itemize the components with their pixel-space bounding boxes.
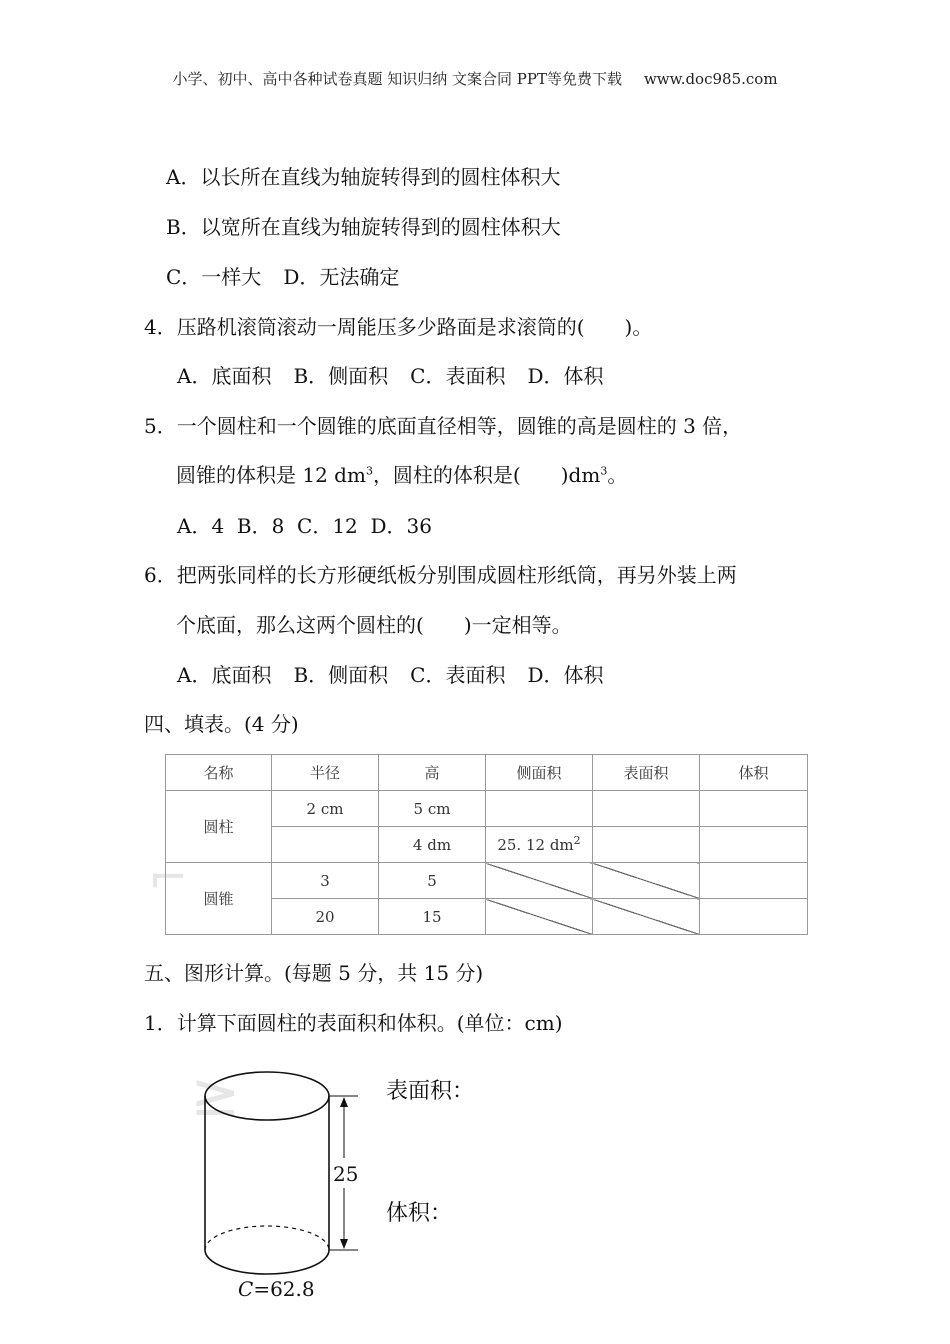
cell-surface-na	[593, 863, 700, 899]
watermark-glyph: ⌐	[148, 850, 189, 906]
q6-option-a: A．底面积	[177, 663, 272, 687]
cell-lateral-na	[486, 863, 593, 899]
q4-stem	[144, 314, 652, 340]
q4-option-b: B．侧面积	[293, 364, 389, 388]
cell-volume-blank	[700, 899, 808, 935]
q5-sup1: 3	[365, 464, 373, 478]
q6-stem-line2	[176, 612, 572, 638]
cell-volume-blank	[700, 863, 808, 899]
cell-surface-blank	[593, 827, 700, 863]
height-label: 25	[333, 1162, 359, 1186]
cell-height: 5 cm	[379, 791, 486, 827]
q5-text-c: )dm	[560, 463, 601, 487]
q5-sup2: 3	[600, 464, 608, 478]
header-volume: 体积	[700, 755, 808, 791]
cell-height: 4 dm	[379, 827, 486, 863]
lateral-value: 25. 12 dm	[497, 835, 574, 854]
q4-stem-end: )。	[624, 315, 653, 339]
q5-stem-line1: 5．一个圆柱和一个圆锥的底面直径相等，圆锥的高是圆柱的 3 倍，	[144, 414, 743, 438]
circ-value: =62.8	[253, 1277, 315, 1301]
header-site: www.doc985.com	[643, 70, 778, 88]
cylinder-top-ellipse	[205, 1072, 329, 1120]
section5-q1-stem: 1．计算下面圆柱的表面积和体积。(单位：cm)	[144, 1011, 563, 1035]
cell-radius-blank	[272, 827, 379, 863]
cell-radius: 2 cm	[272, 791, 379, 827]
q5-stem-line2	[176, 462, 627, 488]
cell-radius: 20	[272, 899, 379, 935]
q3-option-a: A．以长所在直线为轴旋转得到的圆柱体积大	[166, 165, 561, 189]
table-header-row	[166, 755, 808, 791]
header-surface-area: 表面积	[593, 755, 700, 791]
q3-option-c: C．一样大	[166, 265, 262, 289]
q3-option-d: D．无法确定	[283, 265, 400, 289]
q5-text-b: ，圆柱的体积是(	[372, 463, 521, 487]
q6-option-b: B．侧面积	[293, 663, 389, 687]
section4-title: 四、填表。(4 分)	[144, 712, 299, 736]
q3-options-cd	[166, 264, 399, 290]
q6-option-d: D．体积	[527, 663, 604, 687]
page-header	[0, 68, 950, 89]
q4-stem-text: 4．压路机滚筒滚动一周能压多少路面是求滚筒的(	[144, 315, 585, 339]
q4-option-d: D．体积	[527, 364, 604, 388]
table-row	[166, 863, 808, 899]
header-lateral-area: 侧面积	[486, 755, 593, 791]
cell-volume-blank	[700, 791, 808, 827]
table-row	[166, 791, 808, 827]
cylinder-bottom-back-dashed	[205, 1226, 329, 1250]
cylinder-bottom-front	[205, 1250, 329, 1274]
q4-options	[177, 363, 604, 389]
volume-label: 体积：	[386, 1201, 453, 1226]
circ-var: C	[238, 1277, 254, 1301]
q6-stem-line1: 6．把两张同样的长方形硬纸板分别围成圆柱形纸筒，再另外装上两	[144, 563, 737, 587]
cell-surface-blank	[593, 791, 700, 827]
cylinder-label: 圆柱	[166, 791, 272, 863]
q5-options: A．4 B．8 C．12 D．36	[177, 514, 432, 538]
cell-lateral-blank	[486, 791, 593, 827]
cone-label: 圆锥	[166, 863, 272, 935]
surface-area-label: 表面积：	[386, 1079, 475, 1104]
q6-options	[177, 662, 604, 688]
q5-text-a: 圆锥的体积是 12 dm	[176, 463, 366, 487]
header-height: 高	[379, 755, 486, 791]
q3-option-b: B．以宽所在直线为轴旋转得到的圆柱体积大	[166, 215, 561, 239]
header-name: 名称	[166, 755, 272, 791]
q4-option-a: A．底面积	[177, 364, 272, 388]
fill-table	[165, 754, 808, 935]
header-text: 小学、初中、高中各种试卷真题 知识归纳 文案合同 PPT等免费下载	[172, 70, 622, 88]
q6-text-a: 个底面，那么这两个圆柱的(	[176, 613, 424, 637]
cell-radius: 3	[272, 863, 379, 899]
cell-lateral-na	[486, 899, 593, 935]
q4-option-c: C．表面积	[410, 364, 506, 388]
watermark-glyph-2: ≥	[190, 1060, 241, 1130]
cell-height: 5	[379, 863, 486, 899]
cell-volume-blank	[700, 827, 808, 863]
cell-height: 15	[379, 899, 486, 935]
section5-title: 五、图形计算。(每题 5 分，共 15 分)	[144, 961, 484, 985]
header-radius: 半径	[272, 755, 379, 791]
q6-text-b: )一定相等。	[463, 613, 572, 637]
cell-lateral	[486, 827, 593, 863]
arrow-down-icon	[340, 1239, 348, 1249]
circumference-label	[238, 1276, 315, 1302]
q6-option-c: C．表面积	[410, 663, 506, 687]
lateral-unit-sup: 2	[573, 833, 581, 847]
q5-text-d: 。	[607, 463, 628, 487]
arrow-up-icon	[340, 1097, 348, 1107]
cell-surface-na	[593, 899, 700, 935]
